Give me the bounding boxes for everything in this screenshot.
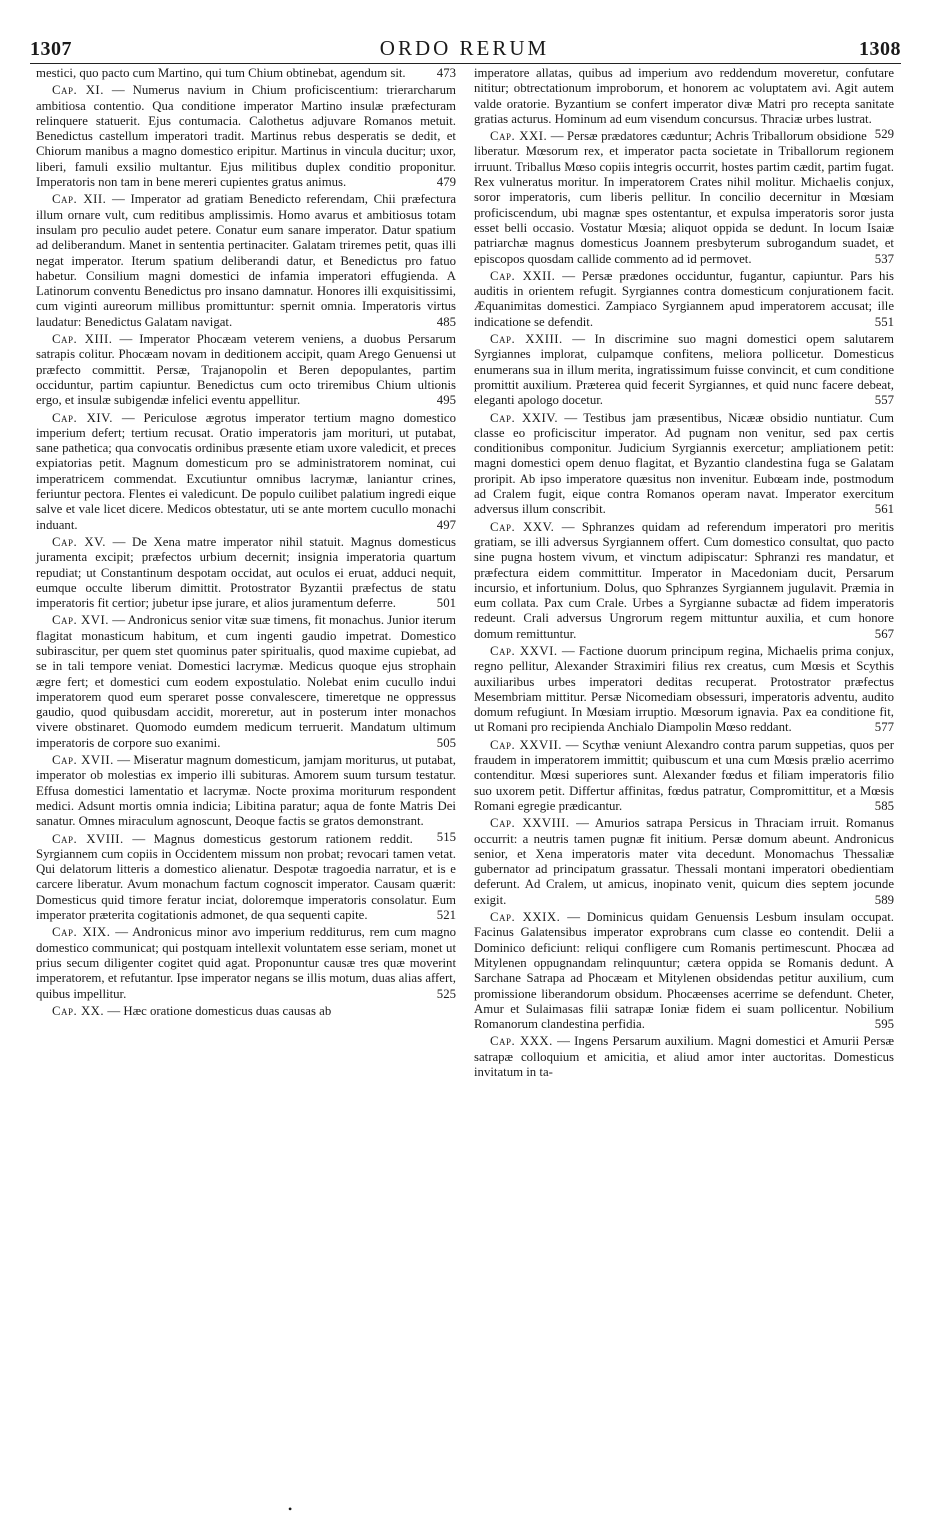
chapter-summary: mestici, quo pacto cum Martino, qui tum Chium obtinebat, agendum sit.	[36, 66, 406, 80]
chapter-label: Cap. XXVI.	[490, 643, 558, 658]
contents-entry	[474, 738, 894, 814]
chapter-summary: — Magnus domesticus gestorum rationem reddit. Syrgiannem cum copiis in Occidentem missum non probat; revocari tamen vetat. Qui delatorum litteris a domestico alienatur. Despotæ tragoedia narratur, et is e carcere liberatur. Avum monachum factum cognoscit imperator. Causam quærit: Domesticus quid timore feratur inciat, doloremque imperatoris consolatur. Eum imperator præterita cogitationis admonet, de qua sequenti capite.	[36, 831, 456, 923]
page-reference: 479	[436, 175, 456, 190]
contents-entry	[36, 925, 456, 1001]
right-column	[474, 66, 894, 1082]
contents-entry	[36, 613, 456, 751]
page-reference: 567	[874, 626, 894, 641]
chapter-summary: — Persæ prædones occiduntur, fugantur, capiuntur. Pars his auditis in orientem refugit. Syrgiannes contra domesticum conjurationem facit. Æquanimitas domestici. Zampiaco Syrgiannem apud imperatorem accusat; ille indicatione se defendit.	[474, 268, 894, 329]
chapter-summary: — Testibus jam præsentibus, Nicææ obsidio nuntiatur. Cum classe eo proficiscitur imperator. Ad pugnam non venitur, sed pax certis conditionibus componitur. Judicium Syrgiannis exercetur; ampliationem petit: magni domestici opem denuo flagitat, et Byzantio clandestina fuga se Galatam proripit. Ab ipso imperatore quæsitus non invenitur. Eubœam inde, postmodum ad Cralem fugit, eique contra Romanos operam navat. Imperator exercitum adversus illum conscribit.	[474, 410, 894, 517]
contents-entry	[474, 332, 894, 408]
page-reference: 473	[436, 66, 456, 80]
chapter-label: Cap. XXIX.	[490, 910, 561, 925]
contents-entry	[36, 66, 456, 81]
chapter-label: Cap. XXI.	[490, 129, 548, 144]
chapter-label: Cap. XV.	[52, 534, 106, 549]
left-column	[36, 66, 456, 1021]
chapter-summary: — Andronicus senior vitæ suæ timens, fit monachus. Junior iterum flagitat monasticum habitum, et cum ingenti gaudio impetrat. Domestico subirascitur, per quem stet quominus pater spiritualis, quod maxime cupiebat, ad se in tali tempore veniat. Domestici lacrymæ. Medicus quoque ejus strophain ægre fert; et domestici cum eodem expostulatio. Nolebat enim cucullo indui imperatorem quod eum speraret posse convalescere, timeretque ne oppressus gaudio, quod quibusdam accidit, moreretur, aut in posterum inter monachos vivere obstinaret. Quomodo eumdem medicum terruerit. Mandatum ultimum imperatoris de corpore suo exanimi.	[36, 613, 456, 750]
page-reference: 577	[874, 720, 894, 735]
chapter-summary: — Sphranzes quidam ad referendum imperatori pro meritis gratiam, se illi adversus Syrgiannem offert. Cum domestico consultat, quo pacto sine pugna hostem vivum, et vinctum adipiscatur: Sphranzi res mandatur, et præfectura eidem committitur. Imperator in Macedoniam ducit, Persarum incursio, et infortunium. Dolus, quo Sphranzes Syrgiannem jugulavit. Præmia in eum collata. Pax cum Crale. Urbes a Syrgianne subactæ ad fidem imperatoris redeunt. Crali adversus Ungrorum regem mittuntur auxilia, et cum honore domum remittuntur.	[474, 519, 895, 641]
page-reference: 505	[436, 735, 456, 750]
contents-entry	[36, 332, 456, 408]
page-reference: 557	[874, 393, 894, 408]
contents-entry	[474, 520, 894, 642]
page-reference: 497	[436, 517, 456, 532]
chapter-summary: — Andronicus minor avo imperium redditurus, rem cum magno domestico communicat; qui postquam intellexit voluntatem esse seriam, monet ut prius secum diligenter cogitet quid agat. Proponuntur causæ tres quæ moverint imperatorem, et refutantur. Ipse imperator negans se illis motum, duas alias affert, quibus impellitur.	[36, 925, 456, 1001]
contents-entry	[474, 910, 894, 1032]
chapter-summary: — Persæ prædatores cæduntur; Achris Triballorum obsidione liberatur. Mœsorum rex, et imperator pacta societate in Triballorum regionem irruunt. Triballus Mœso copiis integris occurrit, hostes partim cædit, partim fugat. Rex vulneratus moritur. In imperatorem Crates nihil molitur. Michaelis conjux, soror imperatoris, cum liberis pellitur. In concilio decernitur in Mœsiam proficiscendum, ubi magnæ spes ostentantur, et expulsa imperatoris soror justa esset belli occasio. Vostatur Mœsia; aliquot oppida se dedunt. In locum Isaiæ patriarchæ magnus domesticus Joannem presbyterum subrogandum suadet, et episcopos quosdam callide commento ad id permovet.	[474, 129, 894, 266]
chapter-label: Cap. XXV.	[490, 519, 555, 534]
chapter-summary: — Imperator ad gratiam Benedicto referendam, Chii præfectura illum ornare vult, cum reditibus amplissimis. Homo avarus et ambitiosus totam insulam pro peculio audet petere. Conatur eum sanare imperator. Datur spatium ad deliberandum. Manet in sententia pertinaciter. Galatam triremes petit, quas illi negat imperator. Iterum spatium deliberandi datur, et Benedictus pro fatuo habetur. Consilium magni domestici de infamia imperatori effugienda. A Latinorum conventu Benedictus pro insano damnatur. Honores illi exquisitissimi, cum viginti aureorum millibus promittuntur: spernit omnia. Imperatoris virtus laudatur: Benedictus Galatam navigat.	[36, 192, 457, 329]
page-reference: 529	[874, 127, 894, 142]
page-reference: 589	[874, 892, 894, 907]
chapter-label: Cap. XIX.	[52, 925, 111, 940]
chapter-summary: — Imperator Phocæam veterem veniens, a duobus Persarum satrapis colitur. Phocæam novam in deditionem accipit, quam Arego Genuensi ut præfecto committit. Persæ, Trajanopolin et Beren depopulantes, partim occiduntur, partim capiuntur. Benedictus cum octo triremibus Chium ultionis ergo, et insulæ subigendæ infelici eventu appellitur.	[36, 332, 456, 408]
chapter-summary: — Numerus navium in Chium proficiscentium: trierarcharum ambitiosa contentio. Qua conditione imperator Martino insulæ præfecturam relinquere statuerit. Ejus contumacia. Calothetus adjuvare Romanos metuit. Benedictus castellum imperatori tradit. Martinus rebus desperatis se dedit, et Chiorum manibus a magno domestico eripitur. Martinus in vincula ducitur; uxor, liberi, famuli exsilio multantur. Ejus militibus duplex conditio proponitur. Imperatoris non tam in bene mereri cupientes gratus animus.	[36, 83, 456, 190]
chapter-summary: — Dominicus quidam Genuensis Lesbum insulam occupat. Facinus Galatensibus imperator exprobrans cum classe eo contendit. Delii a Dominico deficiunt: reliqui confligere cum Romanis pertimescunt. Phocæa ad Mitylenen oppugnandam relinquuntur; cætera oppida se Romanis dedunt. A Sarchane Satrapa ad Phocæam et Mitylenen obsidendas petitur auxilium, cum promissione liberandorum obsidum. Phocæenses acerrime se defendunt. Cheter, Amur et Sulaimasas filii satrapæ Ioniæ fidem ei suam pollicentur. Nobilium Romanorum clandestina perfidia.	[474, 910, 895, 1032]
chapter-label: Cap. XIV.	[52, 410, 113, 425]
contents-entry	[36, 411, 456, 533]
contents-entry	[36, 829, 456, 924]
chapter-label: Cap. XXVII.	[490, 737, 562, 752]
page-reference: 495	[436, 393, 456, 408]
chapter-label: Cap. XXIV.	[490, 410, 559, 425]
chapter-label: Cap. XVII.	[52, 753, 114, 768]
contents-entry	[474, 269, 894, 330]
page-reference: 501	[436, 596, 456, 611]
contents-entry	[36, 1004, 456, 1019]
contents-entry	[474, 1034, 894, 1080]
running-header	[0, 0, 929, 70]
chapter-summary: — De Xena matre imperator nihil statuit. Magnus domesticus juramenta excipit; præfectos urbium decernit; insignia imperatoria quartum repudiat; ut Constantinum despotam occidat, aut oculos ei eruat, adduci nequit, eumque occulte liberum dimittit. Protostrator Byzantii præfectus de statu imperatoris fit certior; jubetur ipse jurare, et alios juramentum deferre.	[36, 534, 456, 611]
chapter-label: Cap. XXII.	[490, 268, 556, 283]
page-reference: 537	[874, 251, 894, 266]
chapter-label: Cap. XXVIII.	[490, 816, 570, 831]
page-reference: 515	[436, 829, 456, 844]
chapter-label: Cap. XVI.	[52, 613, 109, 628]
chapter-summary: — In discrimine suo magni domestici opem salutarem Syrgiannes implorat, culpamque confitens, meliora pollicetur. Domesticus enumerans sua in illum merita, ingratissimum fuisse convincit, et cum conditione promittit auxilium. Præterea quid fecerit Syrgiannes, et quid nunc facere debeat, eleganti apologo docetur.	[474, 332, 894, 408]
page-reference: 525	[436, 986, 456, 1001]
contents-entry	[474, 411, 894, 518]
contents-entry	[36, 83, 456, 190]
page-reference: 595	[874, 1017, 894, 1032]
contents-entry	[474, 816, 894, 908]
chapter-summary: — Hæc oratione domesticus duas causas ab	[107, 1003, 332, 1018]
running-title: ORDO RERUM	[379, 36, 550, 60]
header-rule	[30, 63, 901, 64]
chapter-summary: imperatore allatas, quibus ad imperium avo reddendum moveretur, confutare nititur; obtrectationum improborum, et honorem ac voluptatem avi. Agit autem valde oratorie. Byzantium se confert imperator divæ Matri pro recepta sanitate gratias acturus. Hominum ad eum visendum concursus. Thraciæ urbes lustrat.	[474, 66, 894, 126]
chapter-label: Cap. XXIII.	[490, 332, 563, 347]
page-number-left: 1307	[30, 38, 72, 60]
footer-mark: •	[288, 1502, 293, 1516]
page-reference: 521	[436, 908, 456, 923]
chapter-summary: — Amurios satrapa Persicus in Thraciam irruit. Romanus occurrit: a neutris tamen pugnæ fit initium. Persæ domum abeunt. Andronicus senior, et Xena imperatoris mater vita decedunt. Monomachus Thessaliæ gubernator ad principatum grassatur. Thessali montani imperatori obedientiam deferunt. Ad Cralem, ut amicus, inopinato venit, quicum dies septem jocunde exigit.	[474, 816, 894, 907]
chapter-label: Cap. XVIII.	[52, 831, 124, 846]
contents-entry	[36, 535, 456, 611]
chapter-label: Cap. XI.	[52, 83, 104, 98]
chapter-summary: — Factione duorum principum regina, Michaelis prima conjux, regno pellitur, Alexander Straximiri filius rex creatus, cum Mœsis et Scythis auxiliaribus urbes imperatori deditas recuperat. Protostrator præfectus Mesembriam mittitur. Persæ Nicomediam obsessuri, imperatoris adventu, audito domum refugiunt. In Mœsiam irruptio. Mœsorum ignavia. Pax ea conditione fit, ut Romani pro recipienda Anchialo Diampolin Mœso reddant.	[474, 643, 894, 735]
page-reference: 485	[436, 314, 456, 329]
chapter-label: Cap. XIII.	[52, 332, 113, 347]
page-number-right: 1308	[859, 38, 901, 60]
contents-entry	[474, 129, 894, 267]
page-reference: 585	[874, 798, 894, 813]
chapter-summary: — Scythæ veniunt Alexandro contra parum suppetias, quos per fraudem in imperatorem immittit; quibuscum et una cum Mœsis prælio acerrimo contenditur. Mœsi superiores sunt. Alexander fœdus et filiam imperatoris filio suo uxorem petit. Differtur affinitas, fœdus patratur, Compromittitur, et a Mœsis Romani egregie prædicantur.	[474, 737, 894, 813]
chapter-summary: — Ingens Persarum auxilium. Magni domestici et Amurii Persæ satrapæ colloquium et amicitia, et aliud amor inter auctoritas. Domesticus invitatum in ta-	[474, 1034, 894, 1079]
contents-entry	[36, 192, 456, 330]
page-reference: 551	[874, 314, 894, 329]
chapter-label: Cap. XXX.	[490, 1034, 553, 1049]
chapter-label: Cap. XX.	[52, 1003, 105, 1018]
contents-entry	[474, 644, 894, 736]
chapter-summary: — Periculose ægrotus imperator tertium magno domestico imperium defert; tertium recusat. Oratio imperatoris jam morituri, ut putabat, sane pathetica; qua convocatis ordinibus præsente etiam uxore valedicit, et preces expiatorias petit. Magnum domesticum pro se administratorem nominat, cui imperatricem commendat. Excutiuntur omnibus lacrymæ, laniantur crines, feriuntur pectora. Flentes ei valedicunt. De populo cuilibet palatium ingredi eique salve et vale licet dicere. Medicos obtestatur, uti se ante mortem cucullo monachi induant.	[36, 410, 456, 532]
chapter-label: Cap. XII.	[52, 192, 107, 207]
chapter-summary: — Miseratur magnum domesticum, jamjam moriturus, ut putabat, imperator ob molestias ex imperio illi subituras. Amorem suum tursum testatur. Effusa domestici lamentatio et lacrymæ. Nocte proxima moriturum respondent medici. Adsunt mortis omnia indicia; Libitina paratur; aqua de fonte Matris Dei sanatur. Omnes miraculum agnoscunt, Deoque factis se gratos demonstrant.	[36, 753, 456, 829]
page-reference: 561	[874, 502, 894, 517]
